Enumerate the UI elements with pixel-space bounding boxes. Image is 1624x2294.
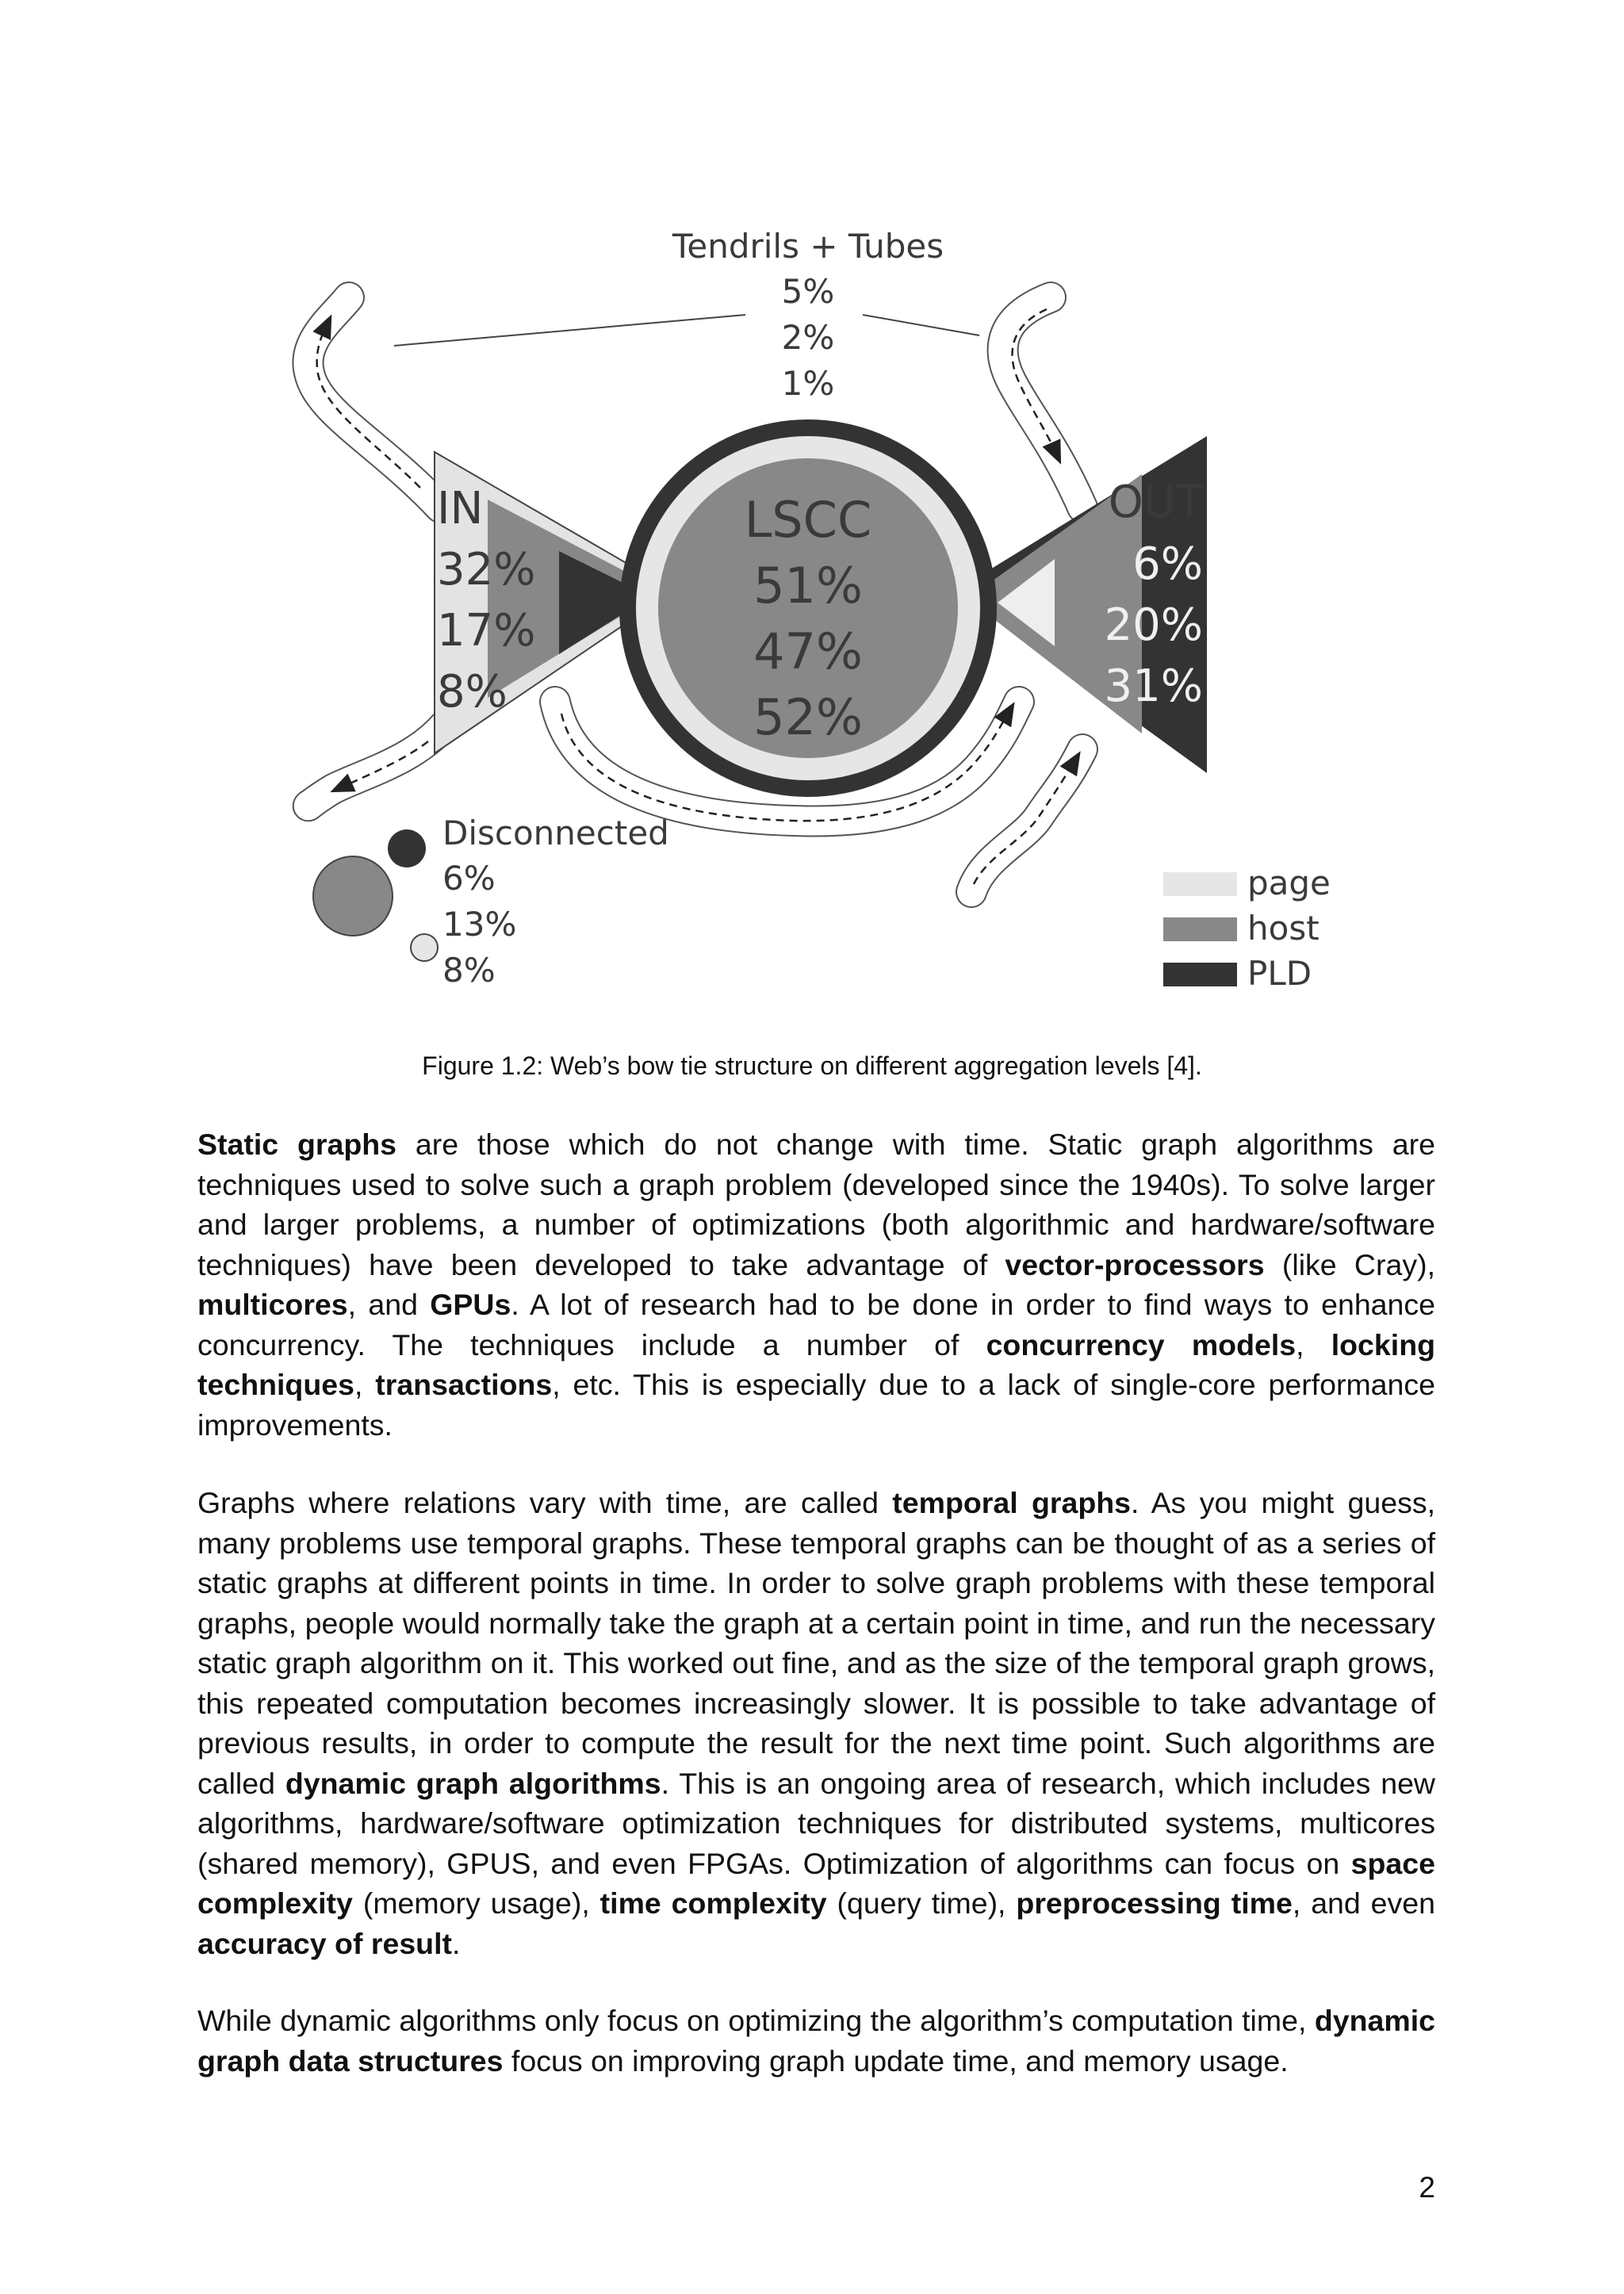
term-temporal-graphs: temporal graphs xyxy=(892,1486,1131,1519)
text: , xyxy=(1296,1327,1331,1361)
figure-caption: Figure 1.2: Web’s bow tie structure on different aggregation levels [4]. xyxy=(422,1051,1202,1080)
legend-label-page: page xyxy=(1247,864,1331,902)
tendrils-value-page: 5% xyxy=(781,272,835,311)
text: , xyxy=(354,1368,376,1401)
term-preprocessing-time: preprocessing time xyxy=(1016,1886,1293,1920)
text: , etc. This is especially due to a lack of single-core performance improvements. xyxy=(197,1368,1435,1442)
term-dynamic-graph-data-structures: dynamic graph data structures xyxy=(197,2004,1435,2078)
disconnected-label: Disconnected xyxy=(442,814,669,852)
paragraph-dynamic-data-structures xyxy=(197,2001,1435,2081)
term-gpus: GPUs xyxy=(430,1288,511,1321)
tendril-top-left xyxy=(308,297,440,507)
text: , and xyxy=(347,1288,431,1321)
term-multicores: multicores xyxy=(197,1288,348,1321)
tendril-top-right xyxy=(1003,297,1082,507)
disconnected-value-host: 13% xyxy=(442,905,517,944)
out-label: OUT xyxy=(1108,477,1203,528)
text: Graphs where relations vary with time, are called xyxy=(197,1486,893,1519)
text: (query time), xyxy=(826,1886,1017,1920)
legend-swatch-page xyxy=(1163,872,1237,896)
out-value-pld: 31% xyxy=(1104,661,1203,712)
legend-label-host: host xyxy=(1247,909,1320,948)
text: . This is an ongoing area of research, which includes new algorithms, hardware/software optimization techniques for distributed systems, multicores (shared memory), GPUS, and even FPGAs. Optimization of algorithms can focus on xyxy=(197,1766,1436,1880)
text: (like Cray), xyxy=(1264,1247,1435,1281)
lscc-value-pld: 52% xyxy=(753,688,863,746)
in-value-page: 32% xyxy=(437,544,536,596)
text: are those which do not change with time. Static graph algorithms are techniques used to solve such a graph problem (developed since the 1940s). To solve larger and larger problems, a number of optimizations (both algorithmic and hardware/software techniques) have been developed to take advantage of xyxy=(197,1128,1435,1281)
term-static-graphs: Static graphs xyxy=(197,1128,397,1161)
out-value-page: 6% xyxy=(1132,538,1203,590)
in-value-pld: 8% xyxy=(437,666,508,718)
term-locking-techniques: locking techniques xyxy=(197,1327,1436,1401)
term-dynamic-graph-algorithms: dynamic graph algorithms xyxy=(285,1766,661,1800)
disconnected-value-page: 8% xyxy=(442,951,496,990)
tendrils-value-host: 2% xyxy=(781,318,835,357)
tendrils-value-pld: 1% xyxy=(781,364,835,403)
term-concurrency-models: concurrency models xyxy=(986,1327,1297,1361)
legend-swatch-host xyxy=(1163,917,1237,941)
text: . As you might guess, many problems use temporal graphs. These temporal graphs can be thought of as a series of static graphs at different points in time. In order to solve graph problems with these temporal graphs, people would normally take the graph at a certain point in time, and run the necessary static graph algorithm on it. This worked out fine, and as the size of the temporal graph grows, this repeated computation becomes increasingly slower. It is possible to take advantage of previous results, in order to compute the result for the next time point. Such algorithms are called xyxy=(197,1486,1435,1800)
in-label: IN xyxy=(437,483,484,534)
text: (memory usage), xyxy=(352,1886,600,1920)
text: While dynamic algorithms only focus on optimizing the algorithm’s computation time, xyxy=(197,2004,1315,2037)
tendrils-leader-right xyxy=(863,315,979,335)
disconnected-value-pld: 6% xyxy=(442,859,496,898)
paragraph-temporal-graphs xyxy=(197,1483,1435,1963)
term-space-complexity: space complexity xyxy=(197,1846,1435,1920)
out-value-host: 20% xyxy=(1104,599,1203,651)
text: focus on improving graph update time, and memory usage. xyxy=(503,2043,1289,2078)
lscc-value-host: 47% xyxy=(753,622,863,680)
paragraph-static-graphs xyxy=(197,1124,1435,1445)
term-vector-processors: vector-processors xyxy=(1005,1247,1265,1281)
tendril-bottom-left xyxy=(308,726,444,806)
tendrils-label: Tendrils + Tubes xyxy=(672,227,944,266)
term-transactions: transactions xyxy=(375,1368,553,1401)
disconnected-pld-circle xyxy=(388,829,426,867)
term-accuracy-of-result: accuracy of result xyxy=(197,1926,452,1960)
disconnected-page-circle xyxy=(411,934,438,961)
page-number: 2 xyxy=(1419,2171,1435,2204)
legend-swatch-pld xyxy=(1163,963,1237,986)
text: . xyxy=(451,1926,461,1960)
tendrils-leader-left xyxy=(394,315,745,346)
text: , and even xyxy=(1292,1886,1435,1920)
disconnected-host-circle xyxy=(313,856,393,936)
legend-label-pld: PLD xyxy=(1247,954,1312,993)
bow-tie-figure xyxy=(0,0,1624,1023)
term-time-complexity: time complexity xyxy=(599,1886,827,1920)
lscc-value-page: 51% xyxy=(753,557,863,615)
lscc-label: LSCC xyxy=(744,491,872,549)
text: . A lot of research had to be done in order to find ways to enhance concurrency. The techniques include a number of xyxy=(197,1288,1435,1361)
in-value-host: 17% xyxy=(437,605,536,657)
